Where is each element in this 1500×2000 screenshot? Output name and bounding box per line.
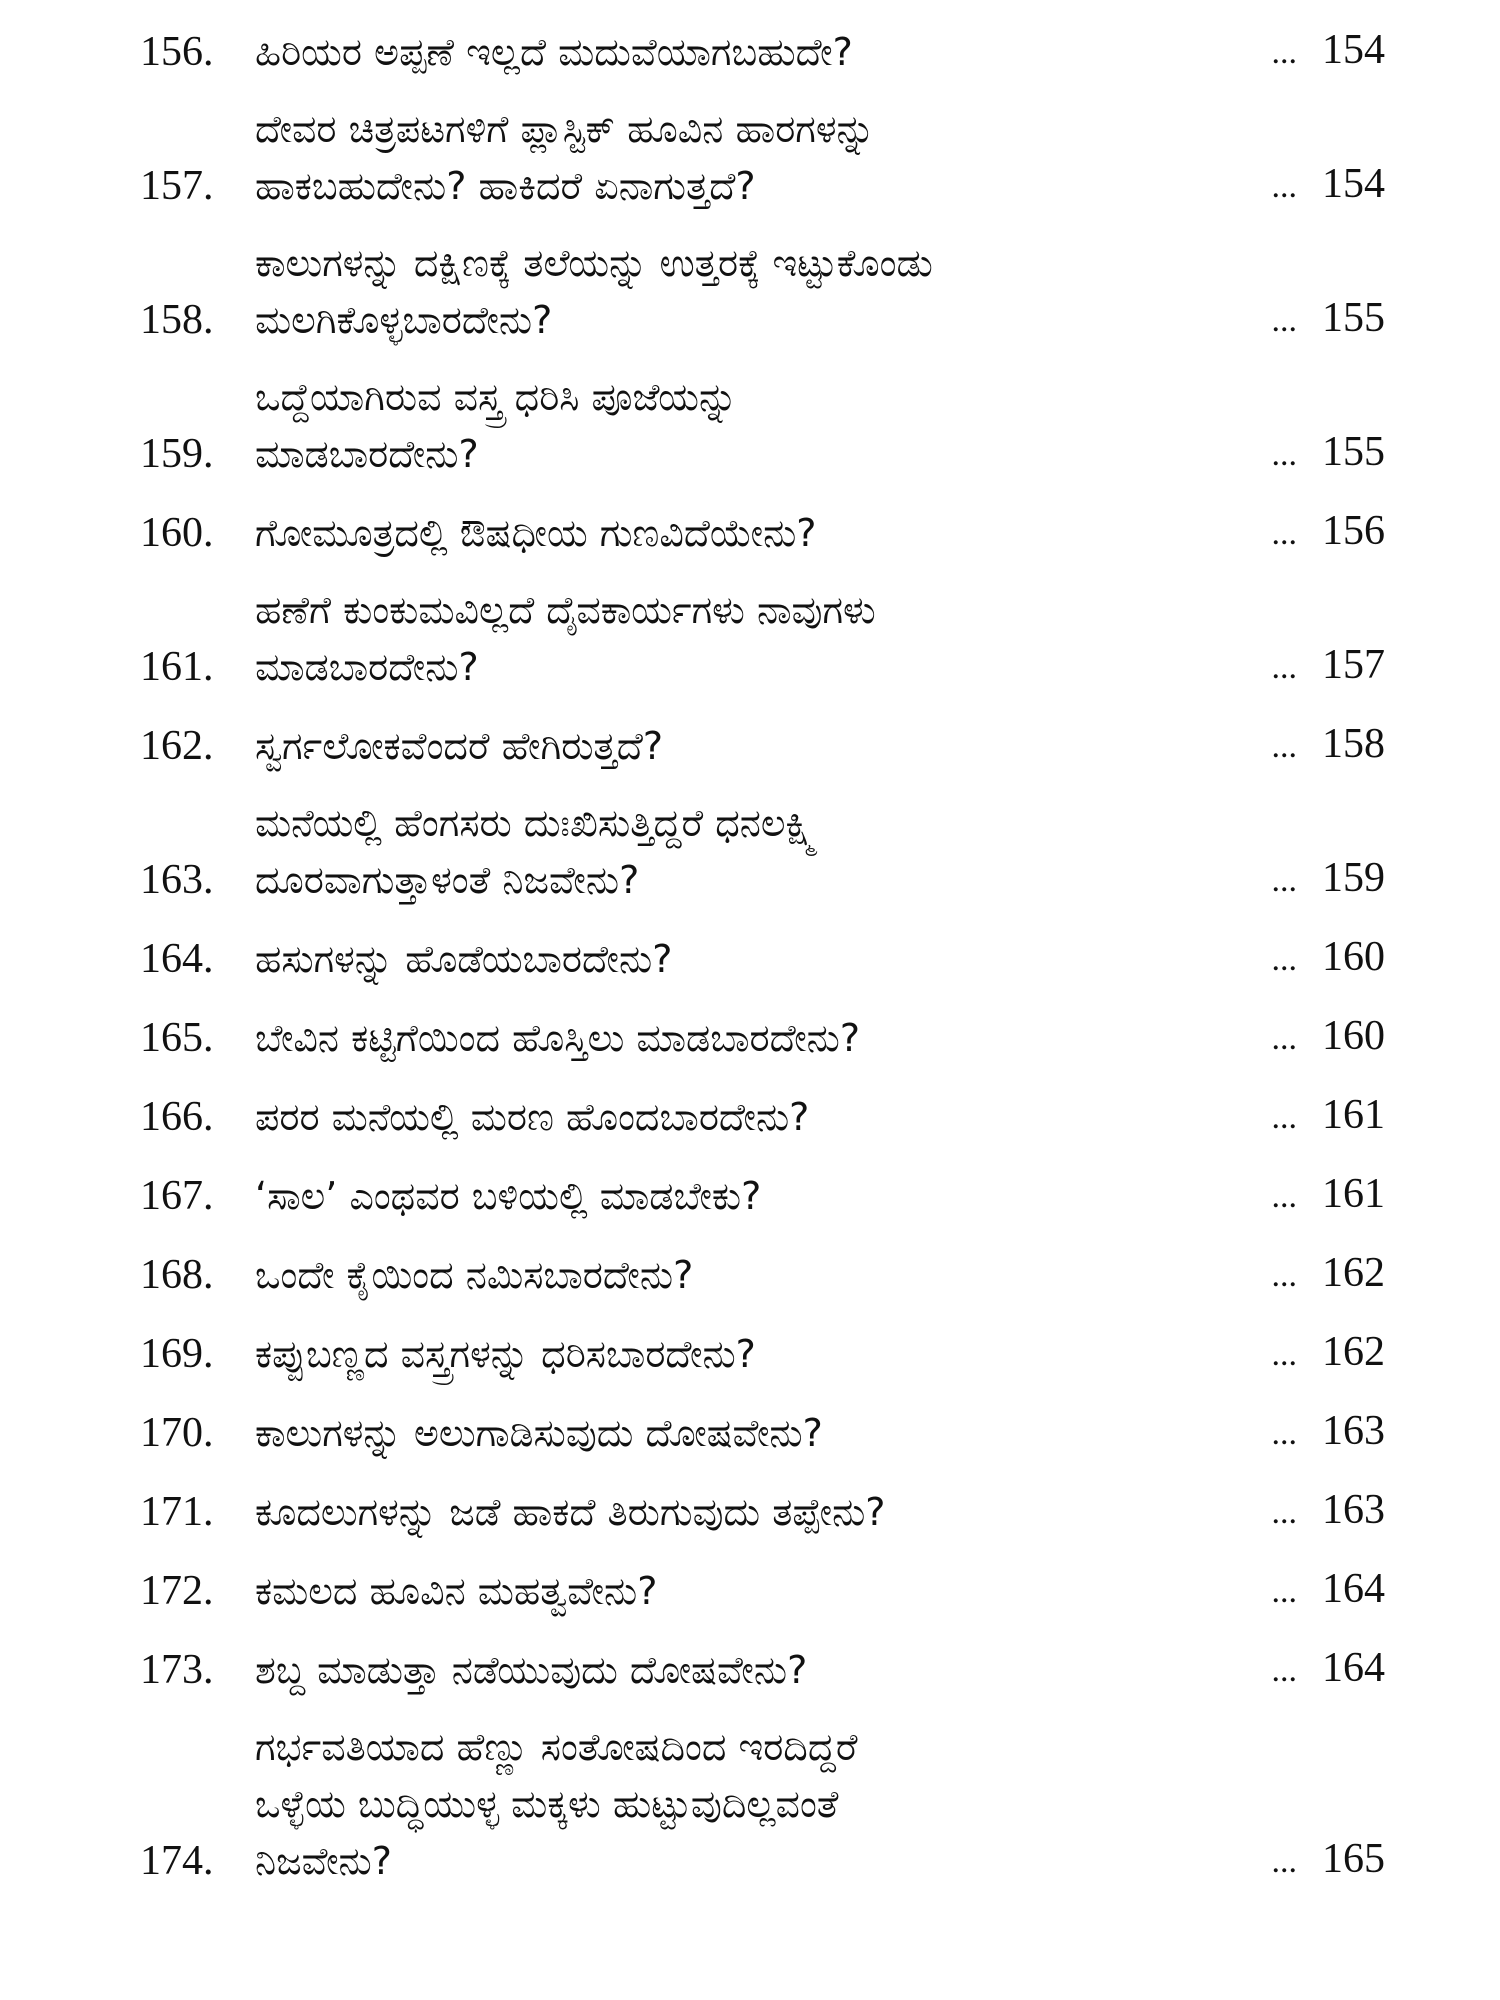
page-ref — [1235, 22, 1385, 81]
toc-entry — [140, 503, 1385, 562]
entry-number: 171. — [140, 1489, 214, 1535]
toc-entry — [140, 1166, 1385, 1225]
entry-title — [255, 235, 1235, 349]
toc-entry — [140, 1403, 1385, 1462]
entry-title-line: ಗೋಮೂತ್ರದಲ್ಲಿ ಔಷಧೀಯ ಗುಣವಿದೆಯೇನು? — [255, 511, 817, 555]
leader-dots: ... — [1271, 1020, 1297, 1057]
page-ref — [1235, 1166, 1385, 1225]
page-ref — [1235, 290, 1385, 349]
page-ref — [1235, 156, 1385, 215]
leader-dots: ... — [1271, 1494, 1297, 1531]
entry-title-line: ಒಂದೇ ಕೈಯಿಂದ ನಮಿಸಬಾರದೇನು? — [255, 1253, 694, 1297]
entry-title — [255, 1719, 1235, 1890]
toc-entry — [140, 582, 1385, 696]
leader-dots: ... — [1271, 34, 1297, 71]
entry-title-line: ನಿಜವೇನು? — [255, 1839, 392, 1883]
entry-title — [255, 795, 1235, 909]
leader-dots: ... — [1271, 1415, 1297, 1452]
leader-dots: ... — [1271, 941, 1297, 978]
page-ref — [1235, 1640, 1385, 1699]
toc-entry — [140, 1008, 1385, 1067]
page-ref — [1235, 637, 1385, 696]
entry-title-line: ಮಲಗಿಕೊಳ್ಳಬಾರದೇನು? — [255, 298, 553, 342]
entry-number: 163. — [140, 857, 214, 903]
entry-title-line: ಕೂದಲುಗಳನ್ನು ಜಡೆ ಹಾಕದೆ ತಿರುಗುವುದು ತಪ್ಪೇನು? — [255, 1490, 886, 1534]
entry-number: 157. — [140, 163, 214, 209]
leader-dots: ... — [1271, 862, 1297, 899]
entry-title-line: ಹಣೆಗೆ ಕುಂಕುಮವಿಲ್ಲದೆ ದೈವಕಾರ್ಯಗಳು ನಾವುಗಳು — [255, 588, 876, 632]
page-number: 160 — [1322, 1013, 1385, 1059]
leader-dots: ... — [1271, 1843, 1297, 1880]
page-number: 164 — [1322, 1645, 1385, 1691]
leader-dots: ... — [1271, 1573, 1297, 1610]
page-number: 163 — [1322, 1408, 1385, 1454]
entry-title — [255, 1168, 1235, 1225]
page-ref — [1235, 1482, 1385, 1541]
toc-entry — [140, 929, 1385, 988]
entry-title — [255, 1563, 1235, 1620]
entry-title-line: ಕಾಲುಗಳನ್ನು ಅಲುಗಾಡಿಸುವುದು ದೋಷವೇನು? — [255, 1411, 823, 1455]
toc-entry — [140, 101, 1385, 215]
entry-number: 172. — [140, 1568, 214, 1614]
entry-title-line: ಕಪ್ಪುಬಣ್ಣದ ವಸ್ತ್ರಗಳನ್ನು ಧರಿಸಬಾರದೇನು? — [255, 1332, 756, 1376]
page-number: 161 — [1322, 1171, 1385, 1217]
page-number: 163 — [1322, 1487, 1385, 1533]
entry-title-line: ಹಾಕಬಹುದೇನು? ಹಾಕಿದರೆ ಏನಾಗುತ್ತದೆ? — [255, 164, 756, 208]
toc-entry — [140, 1482, 1385, 1541]
toc-entry — [140, 716, 1385, 775]
leader-dots: ... — [1271, 436, 1297, 473]
entry-number: 173. — [140, 1647, 214, 1693]
entry-title — [255, 1247, 1235, 1304]
entry-title — [255, 1326, 1235, 1383]
entry-title-line: ಶಬ್ದ ಮಾಡುತ್ತಾ ನಡೆಯುವುದು ದೋಷವೇನು? — [255, 1648, 808, 1692]
entry-title — [255, 1089, 1235, 1146]
leader-dots: ... — [1271, 1336, 1297, 1373]
leader-dots: ... — [1271, 515, 1297, 552]
page-number: 162 — [1322, 1329, 1385, 1375]
entry-title — [255, 369, 1235, 483]
page-number: 162 — [1322, 1250, 1385, 1296]
page-ref — [1235, 929, 1385, 988]
page-ref — [1235, 1561, 1385, 1620]
entry-title — [255, 1405, 1235, 1462]
entry-title — [255, 931, 1235, 988]
entry-title — [255, 24, 1235, 81]
toc-entry — [140, 369, 1385, 483]
page-number: 159 — [1322, 855, 1385, 901]
entry-number: 156. — [140, 29, 214, 75]
page-ref — [1235, 1324, 1385, 1383]
page-ref — [1235, 716, 1385, 775]
page-number: 156 — [1322, 508, 1385, 554]
page-ref — [1235, 1245, 1385, 1304]
entry-title-line: ಮಾಡಬಾರದೇನು? — [255, 432, 479, 476]
toc-entry — [140, 1087, 1385, 1146]
toc-entry — [140, 1561, 1385, 1620]
entry-number: 169. — [140, 1331, 214, 1377]
entry-title-line: ಕಮಲದ ಹೂವಿನ ಮಹತ್ವವೇನು? — [255, 1569, 658, 1613]
entry-title-line: ಪರರ ಮನೆಯಲ್ಲಿ ಮರಣ ಹೊಂದಬಾರದೇನು? — [255, 1095, 810, 1139]
table-of-contents — [140, 22, 1385, 1910]
entry-title-line: ದೇವರ ಚಿತ್ರಪಟಗಳಿಗೆ ಪ್ಲಾಸ್ಟಿಕ್ ಹೂವಿನ ಹಾರಗಳನ್ನು — [255, 107, 875, 151]
entry-title-line: ದೂರವಾಗುತ್ತಾಳಂತೆ ನಿಜವೇನು? — [255, 858, 640, 902]
leader-dots: ... — [1271, 1652, 1297, 1689]
page-number: 155 — [1322, 429, 1385, 475]
leader-dots: ... — [1271, 728, 1297, 765]
entry-number: 160. — [140, 510, 214, 556]
toc-entry — [140, 1324, 1385, 1383]
entry-title-line: ಮಾಡಬಾರದೇನು? — [255, 645, 479, 689]
page-number: 160 — [1322, 934, 1385, 980]
page-ref — [1235, 850, 1385, 909]
entry-title-line: ಕಾಲುಗಳನ್ನು ದಕ್ಷಿಣಕ್ಕೆ ತಲೆಯನ್ನು ಉತ್ತರಕ್ಕೆ ಇಟ್ಟುಕೊಂಡು — [255, 241, 933, 285]
page-number: 157 — [1322, 642, 1385, 688]
entry-number: 174. — [140, 1838, 214, 1884]
page-ref — [1235, 1831, 1385, 1890]
leader-dots: ... — [1271, 1257, 1297, 1294]
entry-title — [255, 505, 1235, 562]
entry-title-line: ಸ್ವರ್ಗಲೋಕವೆಂದರೆ ಹೇಗಿರುತ್ತದೆ? — [255, 724, 664, 768]
page-ref — [1235, 1403, 1385, 1462]
page-number: 161 — [1322, 1092, 1385, 1138]
page-number: 164 — [1322, 1566, 1385, 1612]
entry-number: 159. — [140, 431, 214, 477]
entry-title — [255, 1642, 1235, 1699]
page-ref — [1235, 503, 1385, 562]
entry-title — [255, 718, 1235, 775]
entry-title-line: ಒದ್ದೆಯಾಗಿರುವ ವಸ್ತ್ರ ಧರಿಸಿ ಪೂಜೆಯನ್ನು — [255, 375, 738, 419]
page-ref — [1235, 1087, 1385, 1146]
page-number: 155 — [1322, 295, 1385, 341]
toc-entry — [140, 22, 1385, 81]
entry-title — [255, 1484, 1235, 1541]
toc-entry — [140, 1719, 1385, 1890]
entry-number: 162. — [140, 723, 214, 769]
leader-dots: ... — [1271, 1178, 1297, 1215]
entry-title-line: ಹಸುಗಳನ್ನು ಹೊಡೆಯಬಾರದೇನು? — [255, 937, 673, 981]
entry-number: 168. — [140, 1252, 214, 1298]
entry-title-line: ಬೇವಿನ ಕಟ್ಟಿಗೆಯಿಂದ ಹೊಸ್ತಿಲು ಮಾಡಬಾರದೇನು? — [255, 1016, 861, 1060]
page-ref — [1235, 1008, 1385, 1067]
entry-number: 161. — [140, 644, 214, 690]
page-number: 154 — [1322, 27, 1385, 73]
page-ref — [1235, 424, 1385, 483]
leader-dots: ... — [1271, 649, 1297, 686]
toc-entry — [140, 1640, 1385, 1699]
leader-dots: ... — [1271, 168, 1297, 205]
toc-entry — [140, 1245, 1385, 1304]
entry-title — [255, 101, 1235, 215]
entry-title-line: ಹಿರಿಯರ ಅಪ್ಪಣೆ ಇಲ್ಲದೆ ಮದುವೆಯಾಗಬಹುದೇ? — [255, 30, 853, 74]
entry-number: 170. — [140, 1410, 214, 1456]
entry-title — [255, 1010, 1235, 1067]
entry-title-line: ಒಳ್ಳೆಯ ಬುದ್ಧಿಯುಳ್ಳ ಮಕ್ಕಳು ಹುಟ್ಟುವುದಿಲ್ಲವಂತೆ — [255, 1782, 839, 1826]
entry-number: 165. — [140, 1015, 214, 1061]
entry-number: 167. — [140, 1173, 214, 1219]
leader-dots: ... — [1271, 302, 1297, 339]
entry-number: 158. — [140, 297, 214, 343]
toc-entry — [140, 795, 1385, 909]
entry-number: 164. — [140, 936, 214, 982]
page-number: 154 — [1322, 161, 1385, 207]
entry-title-line: ಮನೆಯಲ್ಲಿ ಹೆಂಗಸರು ದುಃಖಿಸುತ್ತಿದ್ದರೆ ಧನಲಕ್ಷ್ಮಿ — [255, 801, 818, 845]
leader-dots: ... — [1271, 1099, 1297, 1136]
entry-title-line: ಗರ್ಭವತಿಯಾದ ಹೆಣ್ಣು ಸಂತೋಷದಿಂದ ಇರದಿದ್ದರೆ — [255, 1725, 858, 1769]
toc-entry — [140, 235, 1385, 349]
page-number: 158 — [1322, 721, 1385, 767]
page-number: 165 — [1322, 1836, 1385, 1882]
entry-title — [255, 582, 1235, 696]
entry-number: 166. — [140, 1094, 214, 1140]
entry-title-line: ‘ಸಾಲ’ ಎಂಥವರ ಬಳಿಯಲ್ಲಿ ಮಾಡಬೇಕು? — [255, 1174, 762, 1218]
